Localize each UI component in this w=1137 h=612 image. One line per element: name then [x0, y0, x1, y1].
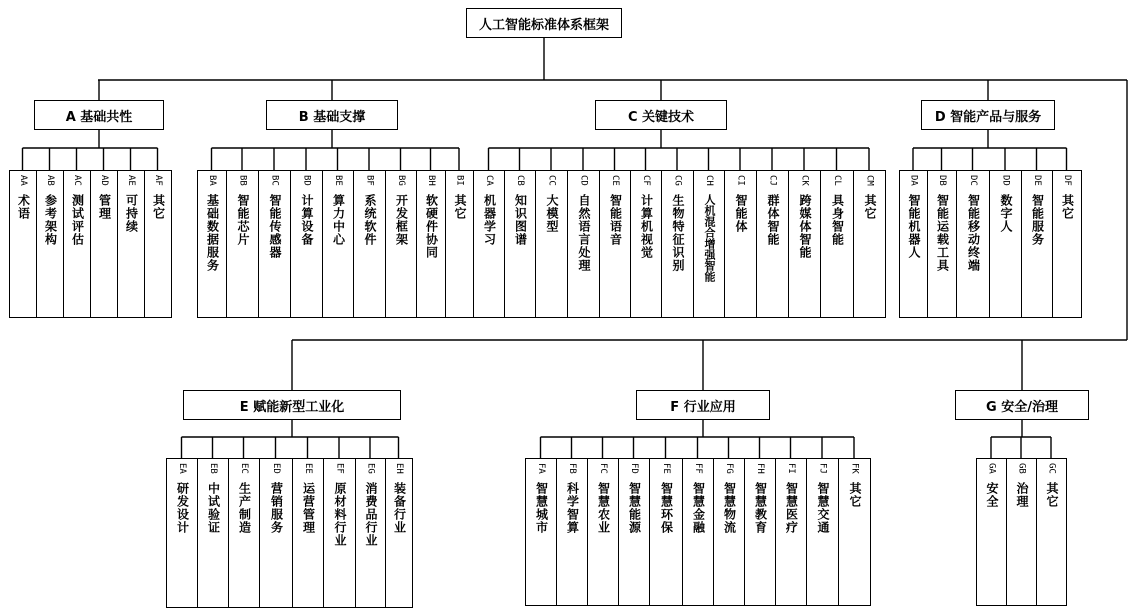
leaf-label: 智慧物流: [722, 481, 737, 534]
leaf-label: 智慧城市: [534, 481, 549, 534]
leaf-code: CE: [610, 175, 620, 186]
leaf-label: 智能机器人: [907, 193, 921, 259]
leaf-label: 机器学习: [482, 193, 497, 246]
leaf-label: 其它: [863, 193, 877, 220]
leaf-ac: [63, 170, 91, 318]
leaf-code: BE: [333, 175, 343, 186]
leaf-cd: [567, 170, 600, 318]
leaf-label: 智慧能源: [627, 481, 642, 534]
leaf-code: DC: [968, 175, 978, 186]
leaf-label: 运营管理: [301, 481, 316, 534]
leaf-dc: [956, 170, 990, 318]
leaf-label: 智慧环保: [659, 481, 674, 534]
category-f-box: F 行业应用: [636, 390, 770, 420]
category-b-box: B 基础支撑: [266, 100, 398, 130]
leaf-label: 智慧交通: [816, 481, 830, 534]
leaf-code: EF: [334, 463, 345, 474]
leaf-code: BC: [269, 175, 280, 186]
leaf-label: 智能体: [734, 193, 748, 233]
leaf-code: CG: [672, 175, 683, 186]
leaf-label: 智能服务: [1030, 193, 1045, 246]
category-e-box: E 赋能新型工业化: [183, 390, 401, 420]
category-a-box: A 基础共性: [34, 100, 164, 130]
leaf-code: FD: [629, 463, 639, 474]
leaf-code: FG: [724, 463, 734, 474]
leaf-ba: [197, 170, 227, 318]
leaf-code: EA: [177, 463, 187, 474]
leaf-ce: [599, 170, 631, 318]
leaf-ch: [693, 170, 725, 318]
leaf-label: 生物特征识别: [671, 193, 685, 272]
leaf-code: BF: [364, 175, 375, 186]
leaf-label: 管理: [97, 193, 112, 220]
leaf-ca: [473, 170, 505, 318]
leaf-code: FE: [661, 463, 671, 474]
category-c-box: C 关键技术: [595, 100, 727, 130]
leaf-label: 生产制造: [237, 481, 252, 534]
leaf-ga: [976, 458, 1007, 606]
leaf-de: [1021, 170, 1053, 318]
leaf-code: AC: [72, 175, 82, 186]
leaf-gc: [1036, 458, 1067, 606]
leaf-cm: [853, 170, 886, 318]
leaf-ed: [259, 458, 293, 608]
leaf-fe: [649, 458, 683, 606]
leaf-code: FA: [536, 463, 546, 474]
leaf-label: 基础数据服务: [205, 193, 220, 272]
leaf-cc: [535, 170, 568, 318]
leaf-label: 其它: [1060, 193, 1075, 220]
leaf-code: ED: [271, 463, 281, 474]
leaf-ad: [90, 170, 118, 318]
leaf-code: GB: [1016, 463, 1027, 474]
leaf-label: 跨媒体智能: [798, 193, 812, 259]
leaf-code: FB: [567, 463, 577, 474]
leaf-label: 自然语言处理: [577, 193, 591, 272]
leaf-code: DD: [1000, 175, 1011, 186]
leaf-label: 智慧医疗: [784, 481, 799, 534]
leaf-aa: [9, 170, 37, 318]
leaf-ec: [228, 458, 260, 608]
leaf-dd: [989, 170, 1022, 318]
leaf-ee: [292, 458, 324, 608]
leaf-code: GC: [1046, 463, 1057, 474]
leaf-code: AA: [18, 175, 28, 186]
leaf-label: 智慧金融: [691, 481, 706, 534]
leaf-ae: [117, 170, 145, 318]
leaf-ea: [166, 458, 198, 608]
leaf-label: 其它: [151, 193, 166, 220]
leaf-code: DE: [1032, 175, 1042, 186]
leaf-label: 计算机视觉: [639, 193, 654, 259]
leaf-code: FK: [849, 463, 860, 474]
leaf-code: GA: [986, 463, 997, 474]
leaf-code: CK: [799, 175, 810, 186]
leaf-label: 营销服务: [269, 481, 284, 534]
leaf-label: 智能移动终端: [966, 193, 981, 272]
leaf-label: 术语: [16, 193, 31, 220]
leaf-code: CJ: [767, 175, 778, 186]
leaf-label: 具身智能: [830, 193, 845, 246]
leaf-label: 开发框架: [394, 193, 409, 246]
leaf-code: BG: [396, 175, 406, 186]
leaf-code: AD: [99, 175, 109, 186]
leaf-code: CI: [735, 175, 746, 186]
leaf-bd: [290, 170, 323, 318]
leaf-code: BI: [454, 175, 465, 186]
leaf-label: 其它: [453, 193, 467, 220]
leaf-code: FH: [755, 463, 765, 474]
leaf-label: 软硬件协同: [424, 193, 439, 259]
leaf-code: DA: [908, 175, 919, 186]
category-d-box: D 智能产品与服务: [921, 100, 1055, 130]
leaf-label: 中试验证: [206, 481, 221, 534]
leaf-code: EH: [394, 463, 404, 474]
leaf-code: DF: [1062, 175, 1072, 186]
leaf-cg: [661, 170, 694, 318]
leaf-fd: [618, 458, 650, 606]
leaf-label: 系统软件: [363, 193, 377, 246]
leaf-code: AB: [45, 175, 55, 186]
leaf-eg: [355, 458, 386, 608]
leaf-ck: [788, 170, 821, 318]
leaf-code: FC: [598, 463, 608, 474]
leaf-bb: [226, 170, 259, 318]
leaf-bf: [353, 170, 386, 318]
leaf-label: 智慧农业: [596, 481, 611, 534]
leaf-code: EG: [365, 463, 376, 474]
leaf-gb: [1006, 458, 1037, 606]
leaf-fh: [744, 458, 776, 606]
leaf-fb: [556, 458, 588, 606]
leaf-label: 智能语音: [608, 193, 623, 246]
leaf-label: 消费品行业: [364, 481, 378, 547]
leaf-cl: [820, 170, 854, 318]
leaf-fk: [838, 458, 871, 606]
leaf-ab: [36, 170, 64, 318]
leaf-bi: [445, 170, 474, 318]
leaf-ci: [724, 170, 757, 318]
leaf-label: 人机混合增强智能: [703, 193, 716, 282]
leaf-cf: [630, 170, 662, 318]
leaf-label: 大模型: [545, 193, 559, 233]
leaf-code: CF: [641, 175, 651, 186]
leaf-label: 其它: [848, 481, 862, 508]
leaf-label: 智慧教育: [753, 481, 768, 534]
leaf-df: [1052, 170, 1082, 318]
leaf-label: 安全: [985, 481, 999, 508]
leaf-code: BA: [207, 175, 217, 186]
leaf-da: [899, 170, 928, 318]
leaf-label: 群体智能: [766, 193, 780, 246]
leaf-fg: [713, 458, 745, 606]
leaf-code: CL: [832, 175, 842, 186]
leaf-code: AE: [126, 175, 136, 186]
leaf-label: 研发设计: [175, 481, 190, 534]
leaf-label: 智能传感器: [268, 193, 282, 259]
leaf-code: EB: [208, 463, 218, 474]
leaf-bc: [258, 170, 291, 318]
root-node: 人工智能标准体系框架: [466, 8, 622, 38]
leaf-fc: [587, 458, 619, 606]
leaf-label: 参考架构: [43, 193, 58, 246]
leaf-label: 智能芯片: [236, 193, 250, 246]
leaf-code: CB: [515, 175, 525, 186]
leaf-cb: [504, 170, 536, 318]
leaf-label: 智能运载工具: [935, 193, 950, 272]
leaf-code: FJ: [817, 463, 828, 474]
leaf-code: CD: [578, 175, 589, 186]
leaf-label: 治理: [1015, 481, 1029, 508]
leaf-fj: [806, 458, 839, 606]
leaf-code: CM: [864, 175, 875, 186]
leaf-label: 数字人: [999, 193, 1013, 233]
leaf-eb: [197, 458, 229, 608]
leaf-code: FI: [786, 463, 796, 474]
leaf-code: CA: [484, 175, 494, 186]
leaf-code: BB: [237, 175, 248, 186]
leaf-ff: [682, 458, 714, 606]
leaf-label: 原材料行业: [333, 481, 347, 547]
leaf-label: 测试评估: [70, 193, 85, 246]
leaf-code: CH: [704, 175, 714, 186]
leaf-cj: [756, 170, 789, 318]
leaf-ef: [323, 458, 356, 608]
leaf-label: 可持续: [124, 193, 139, 233]
leaf-be: [322, 170, 354, 318]
leaf-code: FF: [693, 463, 703, 474]
leaf-label: 其它: [1045, 481, 1059, 508]
leaf-bg: [385, 170, 417, 318]
leaf-code: CC: [546, 175, 557, 186]
leaf-fa: [525, 458, 557, 606]
leaf-label: 计算设备: [300, 193, 314, 246]
leaf-af: [144, 170, 172, 318]
leaf-code: BH: [426, 175, 436, 186]
leaf-label: 科学智算: [565, 481, 580, 534]
leaf-db: [927, 170, 957, 318]
leaf-label: 知识图谱: [513, 193, 528, 246]
leaf-code: BD: [301, 175, 312, 186]
leaf-code: AF: [153, 175, 163, 186]
leaf-code: DB: [937, 175, 947, 186]
leaf-code: EC: [239, 463, 249, 474]
leaf-label: 装备行业: [392, 481, 407, 534]
leaf-eh: [385, 458, 413, 608]
leaf-label: 算力中心: [331, 193, 346, 246]
category-g-box: G 安全/治理: [955, 390, 1089, 420]
leaf-bh: [416, 170, 446, 318]
leaf-fi: [775, 458, 807, 606]
leaf-code: EE: [303, 463, 313, 474]
